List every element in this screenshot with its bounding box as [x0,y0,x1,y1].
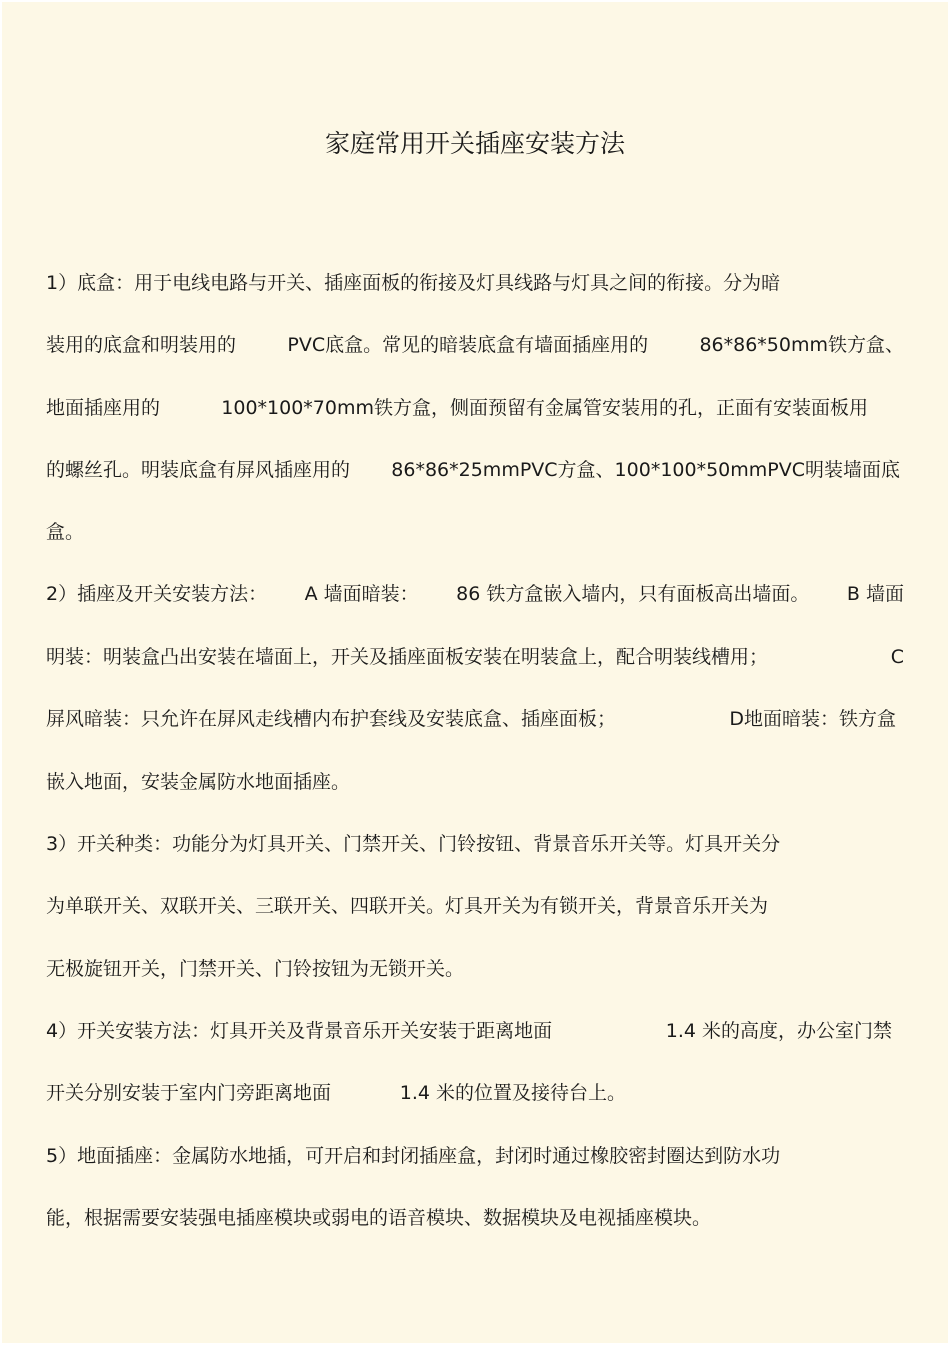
text-line [46,1141,780,1171]
text-segment: PVC底盒。常见的暗装底盒有墙面插座用的 [287,334,649,356]
text-line [46,579,904,609]
text-segment: 4）开关安装方法：灯具开关及背景音乐开关安装于距离地面 [46,1020,553,1042]
text-segment: C [890,646,904,668]
text-line [46,517,84,547]
text-segment: 3）开关种类：功能分为灯具开关、门禁开关、门铃按钮、背景音乐开关等。灯具开关分 [46,833,781,855]
text-line [46,829,780,859]
text-line [46,891,768,921]
text-line [46,704,896,734]
text-line [46,954,464,984]
text-line [46,642,904,672]
text-line [46,767,350,797]
text-line [46,393,868,423]
text-segment: 的螺丝孔。明装底盒有屏风插座用的 [46,459,351,481]
document-title: 家庭常用开关插座安装方法 [324,129,625,158]
text-line [46,330,904,360]
text-segment: 能，根据需要安装强电插座模块或弱电的语音模块、数据模块及电视插座模块。 [46,1207,712,1229]
document-page [2,2,948,1343]
text-segment: 86 铁方盒嵌入墙内，只有面板高出墙面。 [456,583,810,605]
text-segment: A 墙面暗装： [304,583,419,605]
text-segment: B 墙面 [846,583,904,605]
text-line [46,455,900,485]
text-segment: 100*100*70mm铁方盒，侧面预留有金属管安装用的孔，正面有安装面板用 [221,397,868,419]
text-segment: 无极旋钮开关，门禁开关、门铃按钮为无锁开关。 [46,958,465,980]
text-line [46,268,780,298]
text-segment: 86*86*50mm铁方盒、 [699,334,904,356]
text-segment: 为单联开关、双联开关、三联开关、四联开关。灯具开关为有锁开关，背景音乐开关为 [46,895,769,917]
text-segment: 嵌入地面，安装金属防水地面插座。 [46,771,351,793]
text-segment: 5）地面插座：金属防水地插，可开启和封闭插座盒，封闭时通过橡胶密封圈达到防水功 [46,1145,781,1167]
text-segment: 装用的底盒和明装用的 [46,334,237,356]
text-segment: D地面暗装：铁方盒 [729,708,896,730]
text-segment: 2）插座及开关安装方法： [46,583,268,605]
text-segment: 86*86*25mmPVC方盒、100*100*50mmPVC明装墙面底 [391,459,900,481]
text-segment: 开关分别安装于室内门旁距离地面 [46,1082,332,1104]
text-segment: 1）底盒：用于电线电路与开关、插座面板的衔接及灯具线路与灯具之间的衔接。分为暗 [46,272,781,294]
text-line [46,1078,626,1108]
text-segment: 1.4 米的位置及接待台上。 [399,1082,626,1104]
text-segment: 盒。 [46,521,85,543]
text-segment: 屏风暗装：只允许在屏风走线槽内布护套线及安装底盒、插座面板； [46,708,617,730]
text-line [46,1203,711,1233]
text-segment: 明装：明装盒凸出安装在墙面上，开关及插座面板安装在明装盒上，配合明装线槽用； [46,646,769,668]
text-segment: 1.4 米的高度，办公室门禁 [665,1020,892,1042]
text-segment: 地面插座用的 [46,397,161,419]
text-line [46,1016,892,1046]
